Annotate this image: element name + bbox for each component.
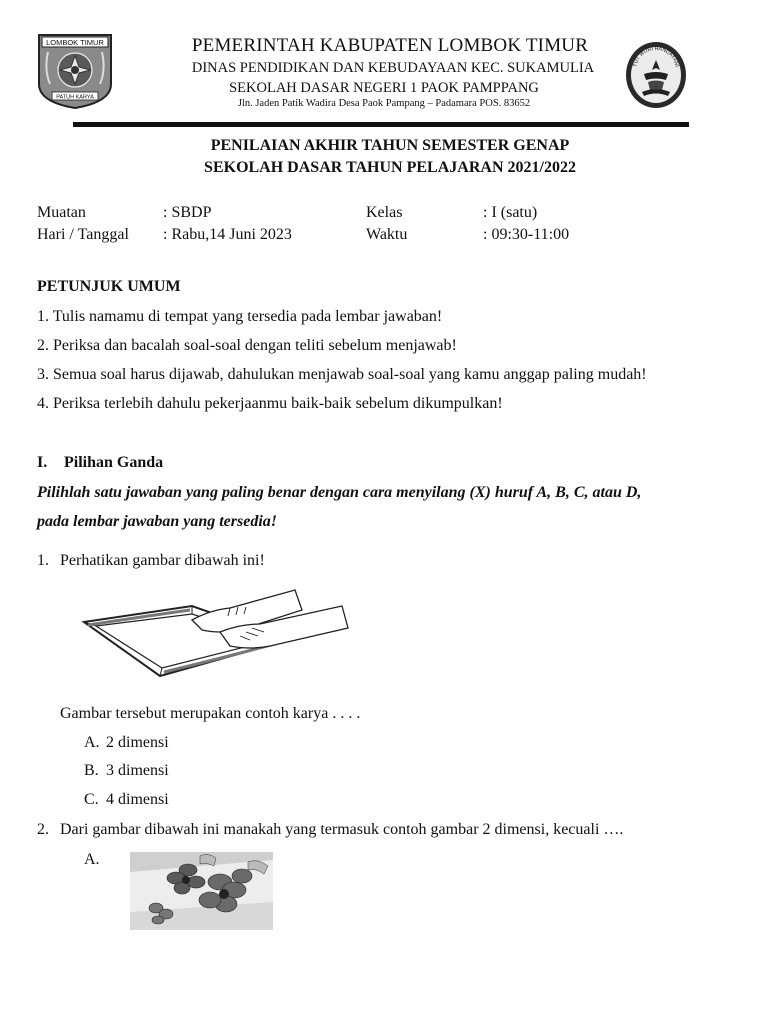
logo-left-bottom-text: PATUH KARYA (56, 94, 94, 101)
question-text: Perhatikan gambar dibawah ini! (60, 552, 265, 569)
option-text: 4 dimensi (106, 791, 169, 808)
header-government-name: PEMERINTAH KABUPATEN LOMBOK TIMUR (191, 35, 589, 56)
waktu-label: Waktu (366, 226, 408, 243)
question-text: Dari gambar dibawah ini manakah yang termasuk contoh gambar 2 dimensi, kecuali …. (60, 821, 624, 838)
option-letter: C. (84, 791, 99, 808)
petunjuk-item: 2. Periksa dan bacalah soal-soal dengan teliti sebelum menjawab! (37, 337, 457, 354)
petunjuk-item: 3. Semua soal harus dijawab, dahulukan menjawab soal-soal yang kamu anggap paling mudah! (37, 366, 647, 383)
logo-left-top-text: LOMBOK TIMUR (46, 38, 104, 47)
kelas-label: Kelas (366, 204, 403, 221)
question-number: 2. (37, 821, 49, 838)
muatan-value: : SBDP (163, 204, 212, 221)
header-divider (73, 122, 689, 127)
option-letter: A. (84, 851, 100, 868)
muatan-label: Muatan (37, 204, 86, 221)
section-instruction: Pilihlah satu jawaban yang paling benar dengan cara menyilang (X) huruf A, B, C, atau D, (37, 484, 642, 501)
kelas-value: : I (satu) (483, 204, 538, 221)
option-text: 3 dimensi (106, 762, 169, 779)
section-instruction: pada lembar jawaban yang tersedia! (37, 513, 278, 530)
question-number: 1. (37, 552, 49, 569)
paper-flowers-image (130, 852, 273, 930)
header-department: DINAS PENDIDIKAN DAN KEBUDAYAAN KEC. SUKAMULIA (191, 60, 595, 76)
exam-title: PENILAIAN AKHIR TAHUN SEMESTER GENAP (210, 137, 570, 154)
picture-frame-image (80, 580, 350, 680)
option-letter: A. (84, 734, 100, 751)
header-school-name: SEKOLAH DASAR NEGERI 1 PAOK PAMPPANG (229, 80, 539, 96)
section-title: Pilihan Ganda (64, 454, 164, 471)
petunjuk-item: 4. Periksa terlebih dahulu pekerjaanmu baik-baik sebelum dikumpulkan! (37, 395, 503, 412)
hari-value: : Rabu,14 Juni 2023 (163, 226, 292, 243)
petunjuk-item: 1. Tulis namamu di tempat yang tersedia pada lembar jawaban! (37, 308, 443, 325)
section-number: I. (37, 454, 48, 471)
waktu-value: : 09:30-11:00 (483, 226, 570, 243)
option-letter: B. (84, 762, 99, 779)
question-prompt: Gambar tersebut merupakan contoh karya . . . . (60, 705, 361, 722)
option-text: 2 dimensi (106, 734, 169, 751)
petunjuk-heading: PETUNJUK UMUM (37, 278, 181, 295)
header-address: Jln. Jaden Patik Wadira Desa Paok Pampang – Padamara POS. 83652 (237, 98, 531, 109)
hari-label: Hari / Tanggal (37, 226, 129, 243)
exam-subtitle: SEKOLAH DASAR TAHUN PELAJARAN 2021/2022 (204, 159, 576, 176)
logo-right-text: TUT WURI HANDAYANI (632, 45, 680, 68)
